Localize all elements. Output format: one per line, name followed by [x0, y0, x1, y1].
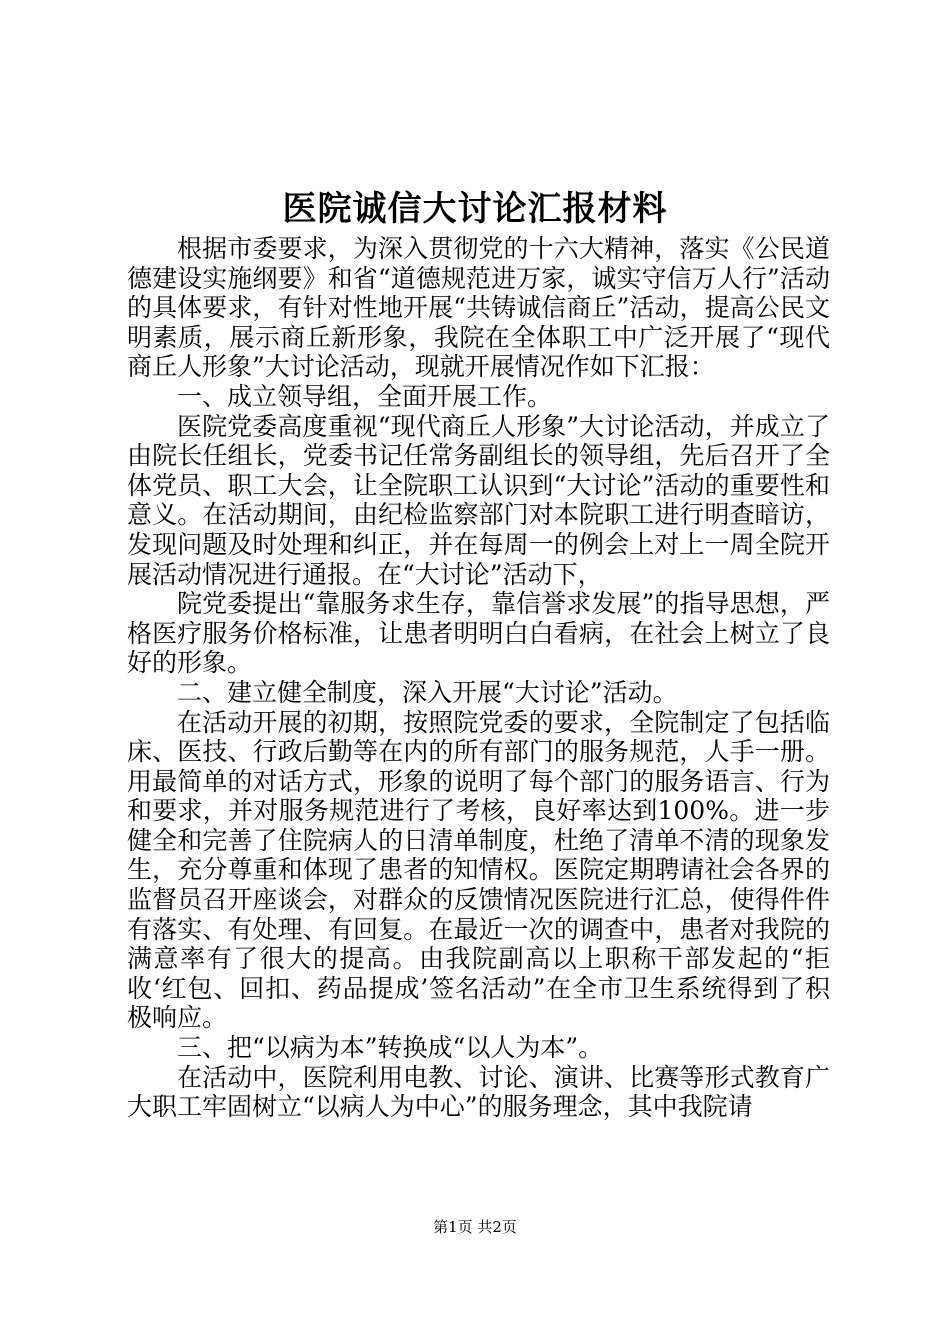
paragraph-section-1-continued: 院党委提出“靠服务求生存，靠信誉求发展”的指导思想，严格医疗服务价格标准，让患者明明白白看病，在社会上树立了良好的形象。 [127, 589, 830, 678]
paragraph-section-3: 在活动中，医院利用电教、讨论、演讲、比赛等形式教育广大职工牢固树立“以病人为中心”的服务理念，其中我院请 [127, 1062, 830, 1122]
document-title: 医院诚信大讨论汇报材料 [282, 189, 668, 229]
section-heading-2: 二、建立健全制度，深入开展“大讨论”活动。 [177, 677, 678, 707]
paragraph-intro: 根据市委要求，为深入贯彻党的十六大精神，落实《公民道德建设实施纲要》和省“道德规范进万家，诚实守信万人行”活动的具体要求，有针对性地开展“共铸诚信商丘”活动，提高公民文明素质，展示商丘新形象，我院在全体职工中广泛开展了“现代商丘人形象”大讨论活动，现就开展情况作如下汇报： [127, 234, 830, 382]
paragraph-section-2: 在活动开展的初期，按照院党委的要求，全院制定了包括临床、医技、行政后勤等在内的所有部门的服务规范，人手一册。用最简单的对话方式，形象的说明了每个部门的服务语言、行为和要求，并对服务规范进行了考核，良好率达到100%。进一步健全和完善了住院病人的日清单制度，杜绝了清单不清的现象发生，充分尊重和体现了患者的知情权。医院定期聘请社会各界的监督员召开座谈会，对群众的反馈情况医院进行汇总，使得件件有落实、有处理、有回复。在最近一次的调查中，患者对我院的满意率有了很大的提高。由我院副高以上职称干部发起的“拒收‘红包、回扣、药品提成’签名活动”在全市卫生系统得到了积极响应。 [127, 707, 830, 1033]
paragraph-section-1: 医院党委高度重视“现代商丘人形象”大讨论活动，并成立了由院长任组长，党委书记任常务副组长的领导组，先后召开了全体党员、职工大会，让全院职工认识到“大讨论”活动的重要性和意义。在活动期间，由纪检监察部门对本院职工进行明查暗访，发现问题及时处理和纠正，并在每周一的例会上对上一周全院开展活动情况进行通报。在“大讨论”活动下， [127, 411, 830, 589]
document-body [127, 234, 830, 1122]
page-footer: 第1页 共2页 [433, 1218, 517, 1236]
section-heading-1: 一、成立领导组，全面开展工作。 [177, 381, 553, 411]
section-heading-3: 三、把“以病为本”转换成“以人为本”。 [177, 1033, 604, 1063]
